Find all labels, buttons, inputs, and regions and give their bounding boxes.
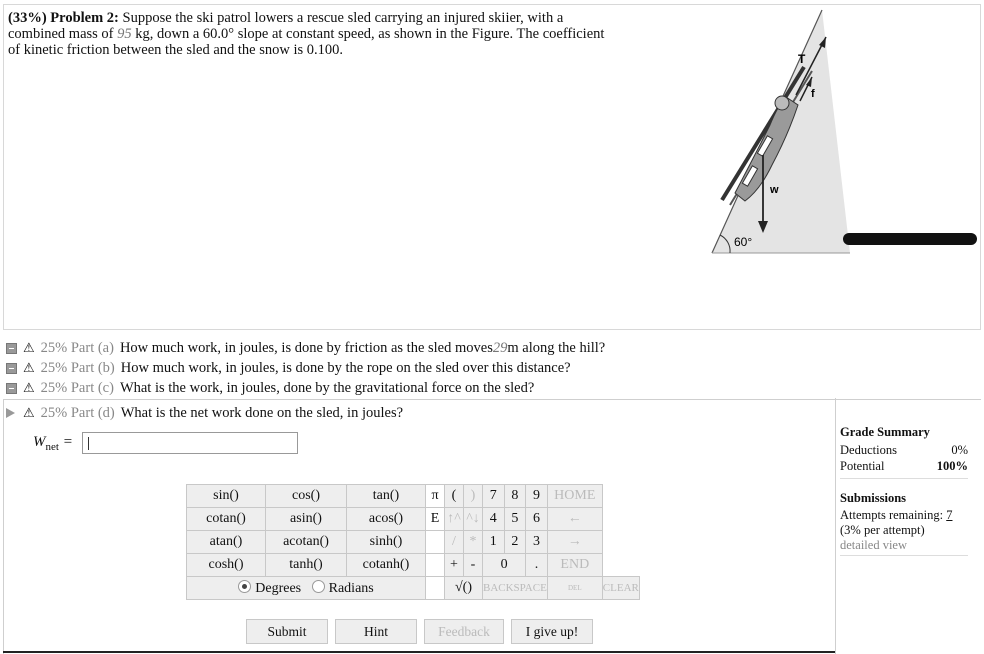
left-arrow-key: ← [547,508,602,531]
radians-label: Radians [328,580,374,596]
hint-button[interactable]: Hint [335,619,417,644]
key-8[interactable]: 8 [504,485,526,508]
collapse-icon[interactable] [6,363,17,374]
warning-icon: ⚠ [23,380,35,395]
problem-text-1: Suppose the ski patrol lowers a rescue sled carrying an injured skiier, with a combined mass of [8,10,564,42]
empty-key [426,531,445,554]
equals-sign: = [62,434,73,450]
empty-key [426,577,445,600]
asin-key[interactable]: asin() [266,508,347,531]
cos-key[interactable]: cos() [266,485,347,508]
cotanh-key[interactable]: cotanh() [347,554,426,577]
answer-input[interactable] [82,432,298,454]
per-attempt: (3% per attempt) [840,523,925,537]
parts-list [6,338,605,423]
weight-label: w [770,184,779,196]
friction-label: f [811,88,815,100]
right-arrow-key: → [547,531,602,554]
answer-symbol: W [33,434,46,450]
cotan-key[interactable]: cotan() [187,508,266,531]
mass-value: 95 [117,26,132,42]
potential-label: Potential [840,459,885,473]
problem-title: Problem 2: [50,10,119,26]
sinh-key[interactable]: sinh() [347,531,426,554]
key-4[interactable]: 4 [483,508,505,531]
del-key: DEL [547,577,602,600]
attempts-label: Attempts remaining: [840,508,947,522]
give-up-button[interactable]: I give up! [511,619,593,644]
potential-value: 100% [936,459,968,473]
acotan-key[interactable]: acotan() [266,531,347,554]
tanh-key[interactable]: tanh() [266,554,347,577]
part-b-question: How much work, in joules, is done by the rope on the sled over this distance? [120,359,571,376]
radians-radio[interactable] [312,580,325,593]
grade-summary-title: Grade Summary [840,425,930,439]
tension-label: T [798,52,806,66]
part-d-question: What is the net work done on the sled, in joules? [120,404,404,421]
cosh-key[interactable]: cosh() [187,554,266,577]
divide-key: / [445,531,464,554]
part-d-label: 25% Part (d) [40,404,115,421]
part-b-row[interactable] [6,358,605,378]
feedback-button: Feedback [424,619,504,644]
part-a-question: How much work, in joules, is done by friction as the sled moves [119,339,493,356]
expand-arrow-icon[interactable] [6,408,15,418]
divider [835,398,836,654]
problem-text-2: kg, down a 60.0° slope at constant speed, as shown in the Figure. The coefficient of kinetic friction between the sled and the snow is 0.100. [8,26,605,58]
collapse-icon[interactable] [6,383,17,394]
clear-key: CLEAR [602,577,639,600]
part-c-row[interactable] [6,378,605,398]
pi-key[interactable]: π [426,485,445,508]
angle-label: 60° [734,235,753,249]
part-c-label: 25% Part (c) [40,379,114,396]
tan-key[interactable]: tan() [347,485,426,508]
divider [3,651,835,653]
key-3[interactable]: 3 [526,531,548,554]
distance-value: 29 [492,339,508,356]
acos-key[interactable]: acos() [347,508,426,531]
decimal-key[interactable]: . [526,554,548,577]
part-d-row[interactable] [6,403,605,423]
superscript-up-key: ↑^ [445,508,464,531]
divider [840,555,968,556]
attempts-remaining [840,508,968,523]
key-0[interactable]: 0 [483,554,526,577]
key-7[interactable]: 7 [483,485,505,508]
grade-summary [840,425,968,568]
end-key: END [547,554,602,577]
answer-label [33,434,73,453]
problem-statement [8,10,608,58]
deductions-value: 0% [951,443,968,457]
degrees-radio[interactable] [238,580,251,593]
part-a-label: 25% Part (a) [40,339,114,356]
key-9[interactable]: 9 [526,485,548,508]
empty-key [426,554,445,577]
angle-mode [187,577,426,600]
collapse-icon[interactable] [6,343,17,354]
open-paren-key[interactable]: ( [445,485,464,508]
part-b-label: 25% Part (b) [40,359,115,376]
divider [840,478,968,479]
attempts-count: 7 [946,508,953,522]
answer-subscript: net [45,441,59,453]
plus-key[interactable]: + [445,554,464,577]
slope-figure [700,5,860,257]
key-1[interactable]: 1 [483,531,505,554]
sin-key[interactable]: sin() [187,485,266,508]
warning-icon: ⚠ [23,340,35,355]
sqrt-key[interactable]: √() [445,577,483,600]
problem-weight: (33%) [8,10,47,26]
degrees-label: Degrees [255,580,302,596]
calculator-keypad [186,484,640,600]
key-5[interactable]: 5 [504,508,526,531]
submissions-title: Submissions [840,491,907,505]
redaction-bar [843,233,977,245]
multiply-key: * [464,531,483,554]
key-2[interactable]: 2 [504,531,526,554]
warning-icon: ⚠ [23,405,35,420]
atan-key[interactable]: atan() [187,531,266,554]
e-key[interactable]: E [426,508,445,531]
key-6[interactable]: 6 [526,508,548,531]
part-c-question: What is the work, in joules, done by the gravitational force on the sled? [119,379,535,396]
close-paren-key: ) [464,485,483,508]
part-a-question-end: m along the hill? [507,339,606,356]
part-a-row[interactable] [6,338,605,358]
submit-button[interactable]: Submit [246,619,328,644]
divider [3,399,4,654]
warning-icon: ⚠ [23,360,35,375]
home-key: HOME [547,485,602,508]
minus-key[interactable]: - [464,554,483,577]
backspace-key: BACKSPACE [483,577,548,600]
deductions-label: Deductions [840,443,897,457]
detailed-view-link[interactable]: detailed view [840,538,907,552]
superscript-down-key: ^↓ [464,508,483,531]
